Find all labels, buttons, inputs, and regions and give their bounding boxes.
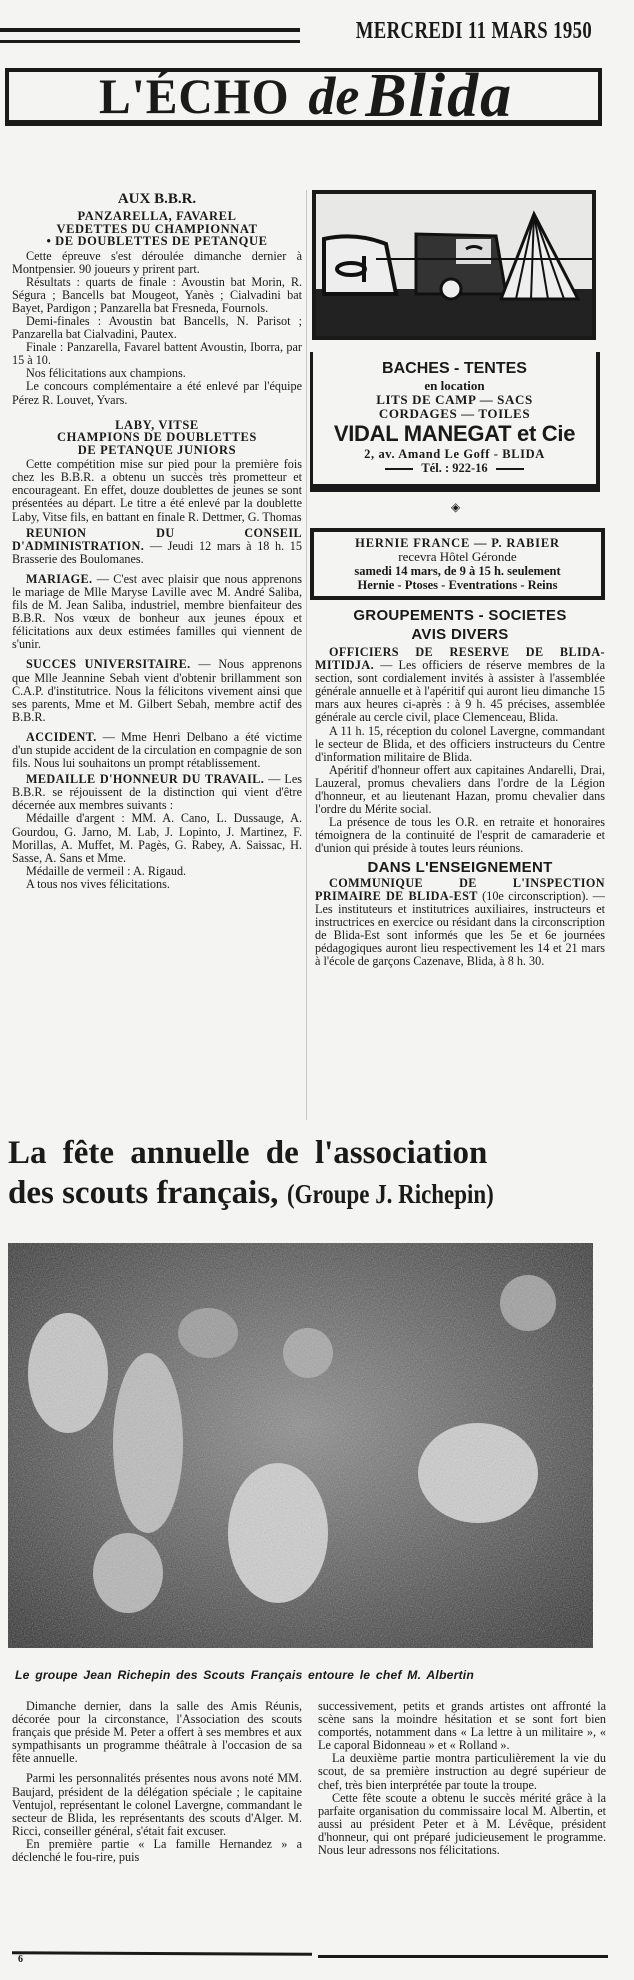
- ad-phone: Tél. : 922-16: [313, 461, 596, 475]
- article-paragraph: Médaille d'argent : MM. A. Cano, L. Dussauge, A. Gourdou, G. Jarno, M. Lab, J. Lopinto, J. Martinez, F. Morillas, A. Muffet, M. Pagès, G. Rabey, A. Saissac, H. Sasse, A. Sans et Mme.: [12, 811, 302, 865]
- feature-headline: [8, 1133, 608, 1214]
- ad-tents-illustration: [312, 190, 596, 340]
- section-title: GROUPEMENTS - SOCIETES: [353, 607, 567, 624]
- feature-right-column: [318, 1700, 606, 1857]
- right-column-avis: [315, 606, 605, 968]
- article-paragraph: La deuxième partie montra particulièrement la vie du scout, de sa première instruction au degré supérieur de chef, très bien interprétée par toute la troupe.: [318, 1751, 606, 1792]
- article-paragraph: Résultats : quarts de finale : Avoustin bat Morin, R. Ségura ; Bancells bat Mougeot, Yanès ; Cialvadini bat Bayet, Pardigon ; Panzarella bat Fresneda, Fournols.: [12, 274, 302, 315]
- photo-image: [8, 1243, 593, 1648]
- ad-address: 2, av. Amand Le Goff - BLIDA: [364, 447, 545, 461]
- group-photo: [8, 1243, 593, 1648]
- masthead-title-blida: Blida: [365, 61, 514, 130]
- news-item-lead: MEDAILLE D'HONNEUR DU TRAVAIL.: [26, 772, 265, 787]
- article-subtitle-juniors: DE PETANQUE JUNIORS: [77, 442, 237, 457]
- article-subtitle-juniors: LABY, VITSE: [115, 417, 199, 432]
- news-item-text: — Mme Henri Delbano a été victime d'un stupide accident de la circulation en compagnie de son fils. Nous lui souhaitons un prompt rétablissement.: [12, 729, 302, 771]
- article-paragraph: Parmi les personnalités présentes nous avons noté MM. Baujard, président de la délégation spéciale ; le capitaine Ventujol, représentant le colonel Lavergne, commandant le secteur de Blida, les représentants des scouts d'Alger. M. Ricci, conseiller général, s'était fait excuser.: [12, 1771, 302, 1838]
- news-item-text: — Nous apprenons que Mlle Jeannine Sebah vient d'obtenir brillamment son C.A.P. d'institutrice. Nous la félicitons vivement ainsi que ses parents, Mme et M. Gilbert Sebah, membre actif des B.B.R.: [12, 657, 302, 724]
- news-item-lead: REUNION DU CONSEIL D'ADMINISTRATION.: [12, 525, 302, 553]
- article-paragraph: Dimanche dernier, dans la salle des Amis Réunis, décorée pour la circonstance, l'Association des scouts français que préside M. Peter a offert à ses membres et aux sympathisants un programme théâtrale à l'occasion de sa fête annuelle.: [12, 1699, 302, 1766]
- feature-left-column: [12, 1700, 302, 1864]
- news-item-text: — Jeudi 12 mars à 18 h. 15 Brasserie des Boulomanes.: [12, 538, 302, 566]
- ad-line: LITS DE CAMP — SACS: [376, 392, 533, 407]
- section-title: AVIS DIVERS: [411, 626, 509, 643]
- photo-caption: Le groupe Jean Richepin des Scouts Français entoure le chef M. Albertin: [15, 1668, 475, 1682]
- ad-line: CORDAGES — TOILES: [378, 406, 531, 421]
- ad-vidal-manegat: [310, 352, 600, 492]
- article-subtitle-juniors: CHAMPIONS DE DOUBLETTES: [57, 430, 257, 445]
- ad-hernie-france: [310, 528, 605, 600]
- news-item-conseil: [12, 527, 302, 566]
- article-paragraph: En première partie « La famille Hernandez » a déclenché le fou-rire, puis: [12, 1836, 302, 1865]
- news-item-accident: [12, 731, 302, 770]
- ad-line: Hernie - Ptoses - Eventrations - Reins: [357, 578, 558, 592]
- news-item-succes: [12, 658, 302, 723]
- left-column-bbr: [12, 190, 302, 891]
- article-paragraph: La présence de tous les O.R. en retraite et honoraires témoignera de la continuité de l'esprit de camaraderie et d'union qui préside à toutes leurs réunions.: [315, 815, 605, 856]
- footer-rule: [12, 1951, 312, 1956]
- footer-rule: [318, 1955, 608, 1958]
- article-paragraph: Cette épreuve s'est déroulée dimanche dernier à Montpensier. 90 joueurs y prirent part.: [12, 248, 302, 276]
- news-item-lead: COMMUNIQUE DE L'INSPECTION PRIMAIRE DE BLIDA-EST: [315, 875, 605, 903]
- news-item-officiers: [315, 646, 605, 725]
- news-item-text: (10e circonscription). — Les instituteurs et institutrices auxiliaires, instructeurs et instructrices en exercice ou résidant dans la circonscription de Blida-Est sont informés que les 5e et 6e journées pédagogiques auront lieu respectivement les 14 et 21 mars à l'école de garçons Cazenave, Blida, à 8 h. 30.: [315, 888, 605, 969]
- news-item-communique: [315, 877, 605, 969]
- article-paragraph: Apéritif d'honneur offert aux capitaines Andarelli, Drai, Lauzeral, promus chevaliers dans l'ordre de la Légion d'honneur, et au lieutenant Hazan, promu chevalier dans l'ordre du Mérite social.: [315, 762, 605, 817]
- headline-line: des scouts français,: [8, 1175, 279, 1211]
- article-subtitle: • DE DOUBLETTES DE PETANQUE: [46, 234, 268, 248]
- headline-line: La fête annuelle de l'association: [8, 1135, 488, 1171]
- news-item-text: — Les B.B.R. se réjouissent de la distinction qui vient d'être décernée aux membres suivants :: [12, 772, 302, 813]
- article-paragraph: A tous nos vives félicitations.: [26, 876, 170, 891]
- article-title-bbr: AUX B.B.R.: [117, 191, 197, 207]
- ornament-icon: ◈: [451, 500, 461, 514]
- news-item-text: — Les officiers de réserve membres de la section, sont cordialement invités à assister à l'assemblée générale annuelle et à l'apéritif qui auront lieu dimanche 15 mars aux heures ci-après : à 9 h. 45 précises, assemblée générale au cercle civil, place Clemenceau, Blida.: [315, 658, 605, 725]
- headline-subtitle: (Groupe J. Richepin): [286, 1179, 494, 1209]
- article-paragraph: Demi-finales : Avoustin bat Bancells, N. Parisot ; Panzarella bat Cialvadini, Pautex.: [12, 313, 302, 342]
- dateline: [0, 8, 600, 48]
- article-subtitle: PANZARELLA, FAVAREL: [77, 209, 237, 223]
- article-paragraph: A 11 h. 15, réception du colonel Lavergne, commandant le secteur de Blida, et des officiers instructeurs du Centre d'information militaire de Blida.: [315, 723, 605, 764]
- news-item-medaille: [12, 773, 302, 812]
- ad-company-name: VIDAL MANEGAT et Cie: [333, 421, 576, 446]
- ad-line: en location: [424, 378, 485, 393]
- article-paragraph: Nos félicitations aux champions.: [26, 366, 186, 381]
- news-item-text: — C'est avec plaisir que nous apprenons le mariage de Mlle Maryse Laville avec M. André Saliba, fils de M. Jean Saliba, industriel, membre bienfaiteur des B.B.R. Nos vœux de bonheur aux jeunes époux et félicitations aux deux estimées familles qui viennent de s'unir.: [12, 571, 302, 652]
- article-paragraph: Médaille de vermeil : A. Rigaud.: [26, 863, 187, 878]
- news-item-lead: ACCIDENT.: [26, 729, 97, 744]
- article-paragraph: Finale : Panzarella, Favarel battent Avoustin, Iborra, par 15 à 10.: [12, 340, 302, 368]
- date-rule: [0, 40, 300, 43]
- tents-icon: [316, 194, 592, 336]
- issue-date: MERCREDI 11 MARS 1950: [355, 18, 592, 44]
- section-title-enseignement: DANS L'ENSEIGNEMENT: [367, 858, 553, 876]
- news-item-mariage: [12, 573, 302, 652]
- news-item-lead: SUCCES UNIVERSITAIRE.: [26, 657, 191, 672]
- article-paragraph: successivement, petits et grands artistes ont affronté la scène sans la moindre hésitation et se sont fort bien comportés, notamment dans « La lettre à un militaire », « Le caporal Bidonneau » et « Rolland ».: [318, 1699, 606, 1753]
- page-number: 6: [18, 1954, 23, 1965]
- article-paragraph: Cette fête scoute a obtenu le succès mérité grâce à la parfaite organisation du commissaire local M. Albertin, et aussi au président Peter et à M. Lévêque, président d'honneur, qui ont préparé judicieusement le programme. Nous leur adressons nos félicitations.: [318, 1790, 606, 1858]
- ad-line: BACHES - TENTES: [382, 360, 527, 377]
- article-subtitle: VEDETTES DU CHAMPIONNAT: [56, 221, 258, 236]
- news-item-lead: OFFICIERS DE RESERVE DE BLIDA-MITIDJA.: [315, 645, 605, 673]
- ad-line: HERNIE FRANCE — P. RABIER: [355, 536, 560, 550]
- ad-line: samedi 14 mars, de 9 à 15 h. seulement: [354, 564, 561, 578]
- masthead-title-de: de: [308, 66, 360, 126]
- date-rule: [0, 28, 300, 32]
- news-item-lead: MARIAGE.: [26, 571, 93, 586]
- ad-line: recevra Hôtel Géronde: [398, 549, 517, 564]
- article-paragraph: Le concours complémentaire a été enlevé par l'équipe Pérez R. Louvet, Yvars.: [12, 379, 302, 407]
- masthead: [5, 61, 602, 130]
- article-paragraph: Cette compétition mise sur pied pour la première fois chez les B.B.R. a obtenu un succès très prometteur et encourageant. En effet, douze doublettes de jeunes se sont présentées au départ. Le titre a été enlevé par la doublette Laby, Vitse fils, en battant en finale R. Dettmer, G. Thomas: [12, 457, 302, 524]
- masthead-title-echo: L'ÉCHO: [98, 68, 290, 124]
- column-divider: [306, 190, 307, 1120]
